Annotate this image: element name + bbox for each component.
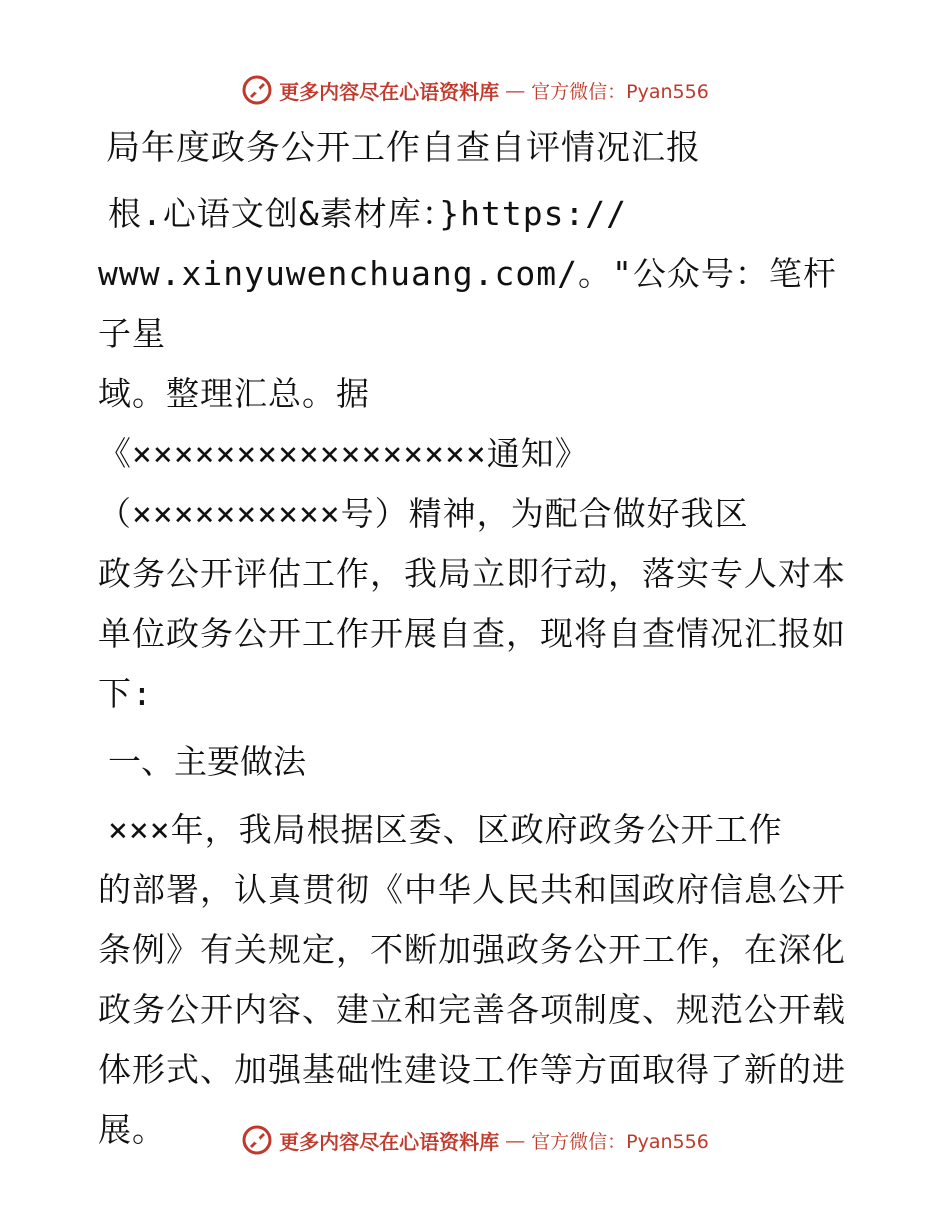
watermark-separator: —: [505, 1128, 526, 1152]
intro-line: www.xinyuwenchuang.com/。"公众号：笔杆子星: [98, 254, 837, 353]
watermark-text: 更多内容尽在心语资料库: [279, 1129, 500, 1154]
body-line: 条例》有关规定，不断加强政务公开工作，在深化: [98, 930, 846, 969]
intro-line: （××××××××××号）精神，为配合做好我区: [98, 494, 749, 533]
section-heading: 一、主要做法: [108, 742, 306, 781]
watermark-text: 更多内容尽在心语资料库: [279, 79, 500, 104]
quill-logo-icon: [241, 1124, 273, 1156]
body-line: ×××年，我局根据区委、区政府政务公开工作: [108, 810, 783, 849]
watermark-separator: —: [505, 78, 526, 102]
document-title: 局年度政务公开工作自查自评情况汇报: [106, 128, 701, 168]
intro-line: 域。整理汇总。据: [98, 374, 370, 413]
body-line: 政务公开内容、建立和完善各项制度、规范公开载: [98, 990, 846, 1029]
body-line: 展。: [98, 1110, 166, 1149]
watermark-wechat: 官方微信：Pyan556: [531, 1130, 709, 1153]
header-watermark: [0, 70, 950, 110]
document-body: [98, 120, 858, 1160]
intro-line: 下:: [98, 674, 153, 713]
intro-line: 根.心语文创&素材库：}https://: [108, 194, 628, 233]
body-line: 体形式、加强基础性建设工作等方面取得了新的进: [98, 1050, 846, 1089]
intro-line: 单位政务公开工作开展自查，现将自查情况汇报如: [98, 614, 846, 653]
intro-line: 《×××××××××××××××××通知》: [98, 434, 589, 473]
body-line: 的部署，认真贯彻《中华人民共和国政府信息公开: [98, 870, 846, 909]
footer-watermark: [0, 1120, 950, 1160]
intro-line: 政务公开评估工作，我局立即行动，落实专人对本: [98, 554, 846, 593]
quill-logo-icon: [241, 74, 273, 106]
watermark-wechat: 官方微信：Pyan556: [531, 80, 709, 103]
